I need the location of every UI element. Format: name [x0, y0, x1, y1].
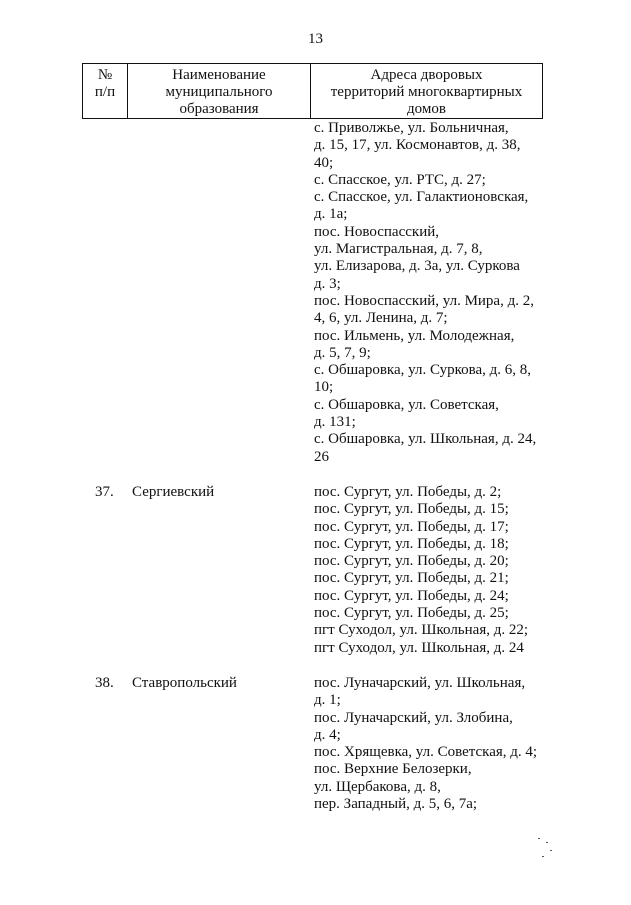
- header-text: домов: [407, 101, 446, 117]
- address-line: 26: [314, 448, 329, 465]
- scan-speck: [550, 850, 552, 851]
- address-line: д. 1а;: [314, 206, 348, 223]
- address-line: пер. Западный, д. 5, 6, 7а;: [314, 796, 478, 813]
- address-line: пос. Верхние Белозерки,: [314, 761, 472, 778]
- header-municipality-column: [128, 64, 311, 118]
- continued-address-list: [314, 120, 554, 466]
- address-line: с. Обшаровка, ул. Советская,: [314, 396, 499, 413]
- address-line: пос. Сургут, ул. Победы, д. 17;: [314, 518, 509, 535]
- address-line: пос. Хрящевка, ул. Советская, д. 4;: [314, 744, 538, 761]
- municipality-name: Сергиевский: [132, 484, 215, 500]
- header-text: образования: [179, 101, 259, 117]
- address-list: [314, 675, 554, 813]
- address-line: д. 131;: [314, 414, 356, 431]
- header-text: п/п: [94, 84, 116, 100]
- address-line: д. 3;: [314, 275, 341, 292]
- address-line: пгт Суходол, ул. Школьная, д. 22;: [314, 622, 529, 639]
- address-line: с. Обшаровка, ул. Суркова, д. 6, 8,: [314, 362, 532, 379]
- address-line: пос. Сургут, ул. Победы, д. 2;: [314, 484, 502, 500]
- address-list: [314, 484, 554, 657]
- table-header: [82, 63, 543, 119]
- address-line: д. 4;: [314, 726, 341, 743]
- header-text: муниципального: [165, 84, 273, 100]
- header-text: территорий многоквартирных: [330, 84, 523, 100]
- row-number: 38.: [95, 675, 114, 691]
- address-line: пос. Новоспасский, ул. Мира, д. 2,: [314, 292, 534, 309]
- scan-speck: [538, 838, 540, 839]
- address-line: ул. Магистральная, д. 7, 8,: [314, 241, 483, 258]
- address-line: пос. Сургут, ул. Победы, д. 20;: [314, 553, 509, 570]
- header-addresses-column: [311, 64, 542, 118]
- address-line: с. Обшаровка, ул. Школьная, д. 24,: [314, 431, 537, 448]
- page-number: 13: [308, 31, 323, 47]
- address-line: с. Приволжье, ул. Больничная,: [314, 120, 509, 136]
- address-line: пос. Сургут, ул. Победы, д. 21;: [314, 570, 509, 587]
- address-line: д. 1;: [314, 692, 341, 709]
- address-line: пос. Сургут, ул. Победы, д. 25;: [314, 605, 509, 622]
- address-line: пос. Ильмень, ул. Молодежная,: [314, 327, 515, 344]
- address-line: пос. Луначарский, ул. Злобина,: [314, 709, 513, 726]
- address-line: пос. Сургут, ул. Победы, д. 18;: [314, 535, 509, 552]
- address-line: с. Спасское, ул. Галактионовская,: [314, 189, 529, 206]
- address-line: д. 5, 7, 9;: [314, 344, 371, 361]
- address-line: пос. Луначарский, ул. Школьная,: [314, 675, 526, 691]
- row-number: 37.: [95, 484, 114, 500]
- address-line: ул. Елизарова, д. 3а, ул. Суркова: [314, 258, 520, 275]
- address-line: 10;: [314, 379, 334, 396]
- address-line: 40;: [314, 154, 334, 171]
- address-line: пгт Суходол, ул. Школьная, д. 24: [314, 639, 524, 656]
- header-text: Наименование: [172, 67, 266, 83]
- address-line: д. 15, 17, ул. Космонавтов, д. 38,: [314, 137, 521, 154]
- municipality-name: Ставропольский: [132, 675, 237, 691]
- address-line: 4, 6, ул. Ленина, д. 7;: [314, 310, 448, 327]
- scan-speck: [546, 842, 548, 843]
- address-line: ул. Щербакова, д. 8,: [314, 778, 441, 795]
- address-line: пос. Сургут, ул. Победы, д. 24;: [314, 587, 509, 604]
- address-line: пос. Сургут, ул. Победы, д. 15;: [314, 501, 509, 518]
- header-number-column: [83, 64, 128, 118]
- address-line: с. Спасское, ул. РТС, д. 27;: [314, 171, 486, 188]
- header-text: №: [97, 67, 113, 83]
- scan-speck: [542, 856, 544, 857]
- header-text: Адреса дворовых: [370, 67, 483, 83]
- address-line: пос. Новоспасский,: [314, 223, 439, 240]
